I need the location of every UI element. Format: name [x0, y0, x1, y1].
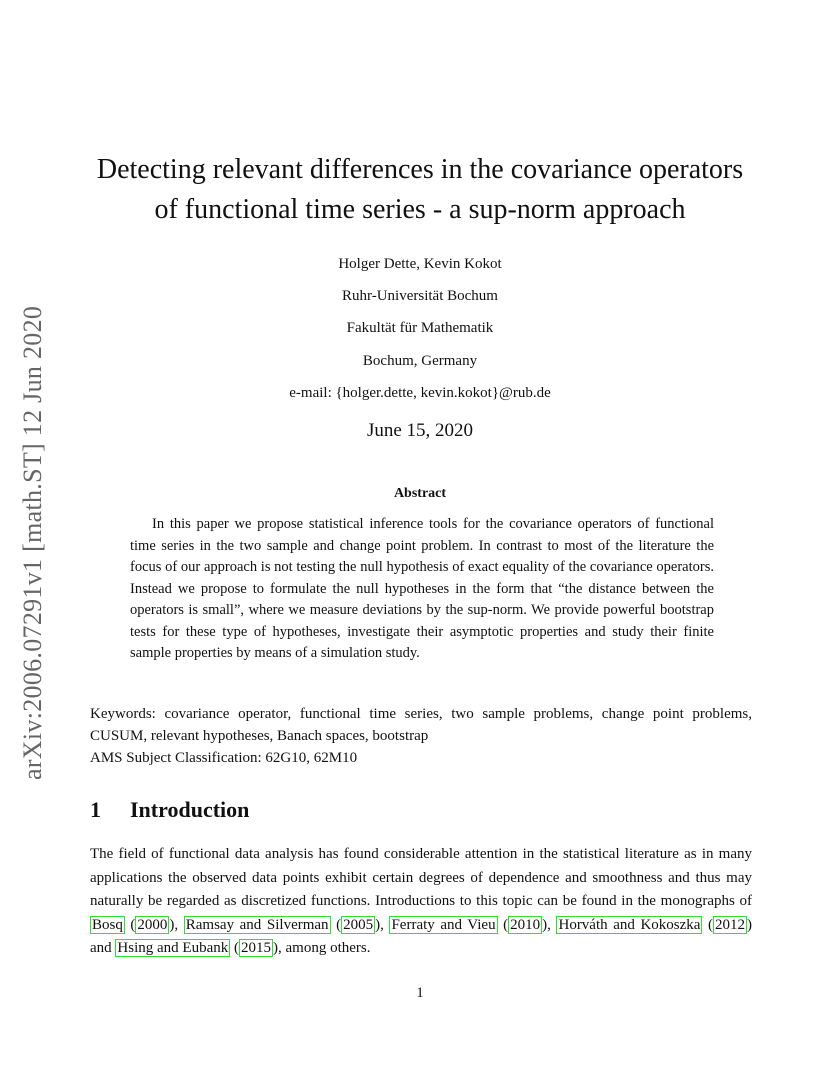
intro-text: The field of functional data analysis has found considerable attention in the statistical literature as in many applications the observed data points exhibit certain degrees of dependence and smoothness and thus may naturally be regarded as discretized functions. Introductions to this topic can be found in the monographs of — [90, 846, 752, 909]
citation-link[interactable]: Horváth and Kokoszka — [558, 916, 701, 933]
citation-separator: ), — [375, 916, 390, 933]
citation-separator: ) and — [90, 916, 753, 956]
paper-date: June 15, 2020 — [366, 420, 474, 441]
citation-year-link[interactable]: 2012 — [715, 916, 746, 933]
title-line-2: of functional time series - a sup-norm approach — [154, 194, 686, 225]
citation-separator: ( — [702, 916, 714, 933]
authors: Holger Dette, Kevin Kokot — [338, 256, 502, 272]
citation-link[interactable]: Bosq — [92, 916, 123, 933]
arxiv-identifier: arXiv:2006.07291v1 [math.ST] 12 Jun 2020 — [18, 305, 47, 780]
intro-paragraph — [90, 843, 752, 961]
citation-year-link[interactable]: 2015 — [241, 940, 271, 956]
page-number: 1 — [416, 985, 424, 1001]
citation-year-link[interactable]: 2010 — [510, 916, 541, 933]
citation-separator: ( — [124, 916, 136, 933]
affiliation-city: Bochum, Germany — [362, 353, 478, 369]
citation-link[interactable]: Ferraty and Vieu — [391, 916, 496, 933]
section-heading — [90, 797, 249, 823]
intro-text-end: ), among others. — [273, 940, 371, 956]
abstract-text: In this paper we propose statistical inference tools for the covariance operators of functional time series in the two sample and change point problem. In contrast to most of the literature the focus of our approach is not testing the null hypothesis of exact equality of the covariance operators. Instead we propose to formulate the null hypotheses in the form that “the distance between the operators is small”, where we measure deviations by the sup-norm. We provide powerful bootstrap tests for these type of hypotheses, investigate their asymptotic properties and study their finite sample properties by means of a simulation study. — [130, 516, 714, 661]
paper-title — [60, 150, 780, 230]
citation-separator: ( — [330, 916, 342, 933]
citation-link[interactable]: Hsing and Eubank — [117, 940, 229, 956]
citation-year-link[interactable]: 2005 — [343, 916, 374, 933]
citation-separator: ( — [497, 916, 509, 933]
citation-separator: ), — [169, 916, 184, 933]
email: e-mail: {holger.dette, kevin.kokot}@rub.de — [289, 385, 551, 401]
citation-separator: ), — [542, 916, 557, 933]
citation-link[interactable]: Ramsay and Silverman — [185, 916, 329, 933]
keywords: Keywords: covariance operator, functional time series, two sample problems, change point problems, CUSUM, relevant hypotheses, Banach spaces, bootstrap — [90, 706, 752, 744]
affiliation-faculty: Fakultät für Mathematik — [346, 320, 494, 336]
abstract-heading: Abstract — [393, 486, 447, 501]
title-line-1: Detecting relevant differences in the covariance operators — [96, 154, 744, 185]
section-number: 1 — [90, 797, 101, 822]
citation-separator: ( — [230, 940, 239, 956]
ams-classification: AMS Subject Classification: 62G10, 62M10 — [90, 750, 358, 766]
citation-year-link[interactable]: 2000 — [137, 916, 168, 933]
affiliation-university: Ruhr-Universität Bochum — [342, 288, 498, 304]
section-title: Introduction — [130, 797, 250, 822]
